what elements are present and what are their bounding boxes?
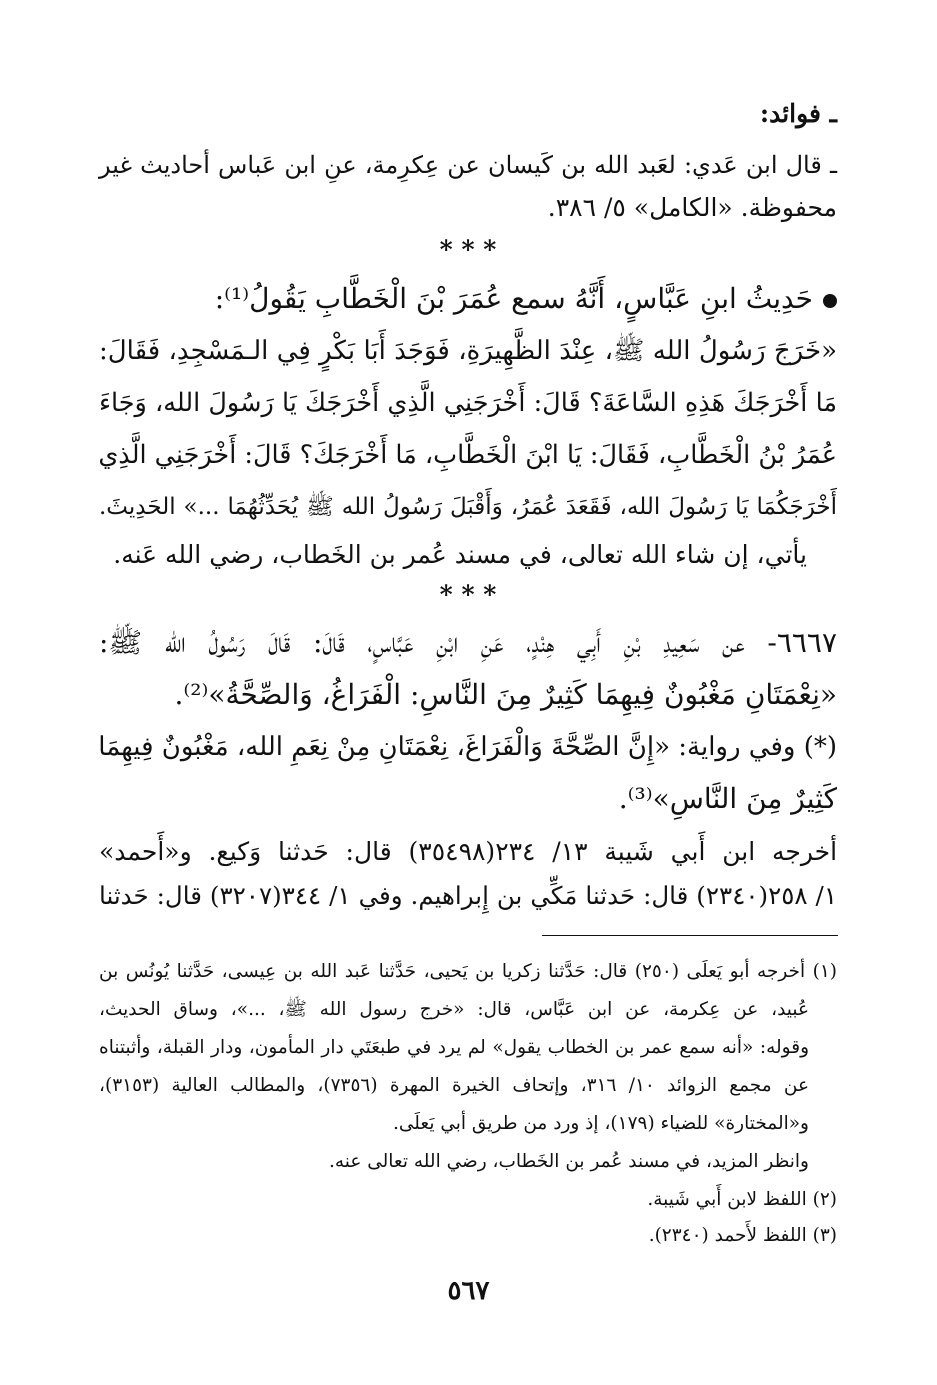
benefit-line-2: محفوظة. «الكامل» ٥/ ٣٨٦. bbox=[547, 193, 837, 222]
hadith-line-4: أَخْرَجَكُمَا يَا رَسُولَ الله، فَقَعَدَ عُمَرُ، وَأَقْبَلَ رَسُولُ الله ﷺ يُحَدِّثُهُمَا ...» الحَدِيثَ. bbox=[99, 494, 837, 520]
footnote-1-line-4: عن مجمع الزوائد ١٠/ ٣١٦، وإتحاف الخيرة المهرة (٧٣٥٦)، والمطالب العالية (٣١٥٣)، bbox=[99, 1075, 809, 1096]
takhrij-line-1: أخرجه ابن أَبي شَيبة ١٣/ ٢٣٤(٣٥٤٩٨) قال: حَدثنا وَكيع. و«أَحمد» bbox=[99, 837, 838, 866]
footnote-3: (٣) اللفظ لأَحمد (٢٣٤٠). bbox=[648, 1225, 837, 1246]
benefit-line-1: ـ قال ابن عَدي: لعَبد الله بن كَيسان عن عِكرِمة، عنِ ابن عَباس أحاديث غير bbox=[99, 151, 837, 179]
hadith-intro-text: حَدِيثُ ابنِ عَبَّاسٍ، أَنَّهُ سمع عُمَرَ بْنَ الْخَطَّابِ يَقُولُ⁽¹⁾: bbox=[214, 282, 813, 315]
separator-2: * * * bbox=[439, 580, 497, 609]
hadith-line-3: عُمَرُ بْنُ الْخَطَّابِ، فَقَالَ: يَا ابْنَ الْخَطَّابِ، مَا أَخْرَجَكَ؟ قَالَ: أَخْرَجَنِي الَّذِي bbox=[98, 440, 837, 470]
footnote-1-line-6: وانظر المزيد، في مسند عُمر بن الخَطاب، رضي الله تعالى عنه. bbox=[328, 1151, 809, 1172]
footnote-2: (٢) اللفظ لابن أَبي شَيبة. bbox=[647, 1189, 837, 1210]
page-number: ٥٦٧ bbox=[447, 1276, 490, 1306]
footnote-1-line-3: وقوله: «أنه سمع عمر بن الخطاب يقول» لم يرد في طبعَتَي دار المأمون، ودار القبلة، وأثبتناه bbox=[99, 1037, 809, 1058]
hadith-line-1: «خَرَجَ رَسُولُ الله ﷺ، عِنْدَ الظَّهِيرَةِ، فَوَجَدَ أَبَا بَكْرٍ فِي الـمَسْجِدِ، فَقَالَ: bbox=[99, 336, 837, 366]
hadith-6667-line-2: «نِعْمَتَانِ مَغْبُونٌ فِيهِمَا كَثِيرٌ مِنَ النَّاسِ: الْفَرَاغُ، وَالصِّحَّةُ»⁽²⁾. bbox=[174, 678, 837, 711]
footnote-divider bbox=[542, 935, 838, 936]
footnote-1-line-2: عُبيد، عن عِكرمة، عن ابن عَبَّاس، قال: «خرج رسول الله ﷺ، ...»، وساق الحديث، bbox=[99, 999, 809, 1020]
footnote-1-line-1: (١) أخرجه أبو يَعلَى (٢٥٠) قال: حَدَّثنا زكريا بن يَحيى، حَدَّثنا عَبد الله بن عِيسى، حَدَّثنا يُونُس بن bbox=[99, 961, 837, 982]
separator-1: * * * bbox=[439, 235, 497, 264]
hadith-line-2: مَا أَخْرَجَكَ هَذِهِ السَّاعَةَ؟ قَالَ: أَخْرَجَنِي الَّذِي أَخْرَجَكَ يَا رَسُولَ الله، وَجَاءَ bbox=[99, 388, 837, 418]
variant-line-1: (*) وفي رواية: «إِنَّ الصِّحَّةَ وَالْفَرَاغَ، نِعْمَتَانِ مِنْ نِعَمِ الله، مَغْبُونٌ فِيهِمَا bbox=[98, 732, 837, 762]
hadith-note: يأتي، إن شاء الله تعالى، في مسند عُمر بن الخَطاب، رضي الله عَنه. bbox=[113, 540, 807, 569]
footnote-1-line-5: و«المختارة» للضياء (١٧٩)، إذ ورد من طريق أبي يَعلَى. bbox=[392, 1113, 809, 1134]
hadith-6667-line-1: ٦٦٦٧- عن سَعِيدِ بْنِ أَبِي هِنْدٍ، عَنِ ابْنِ عَبَّاسٍ، قَالَ: قَالَ رَسُولُ الله ﷺ: bbox=[99, 626, 837, 659]
section-heading: ـ فوائد: bbox=[759, 99, 837, 128]
variant-line-2: كَثِيرٌ مِنَ النَّاسِ»⁽³⁾. bbox=[618, 782, 837, 815]
takhrij-line-2: ١/ ٢٥٨(٢٣٤٠) قال: حَدثنا مَكِّي بن إِبراهيم. وفي ١/ ٣٤٤(٣٢٠٧) قال: حَدثنا bbox=[99, 881, 837, 910]
bullet-icon bbox=[823, 294, 837, 308]
hadith-intro bbox=[99, 276, 837, 322]
